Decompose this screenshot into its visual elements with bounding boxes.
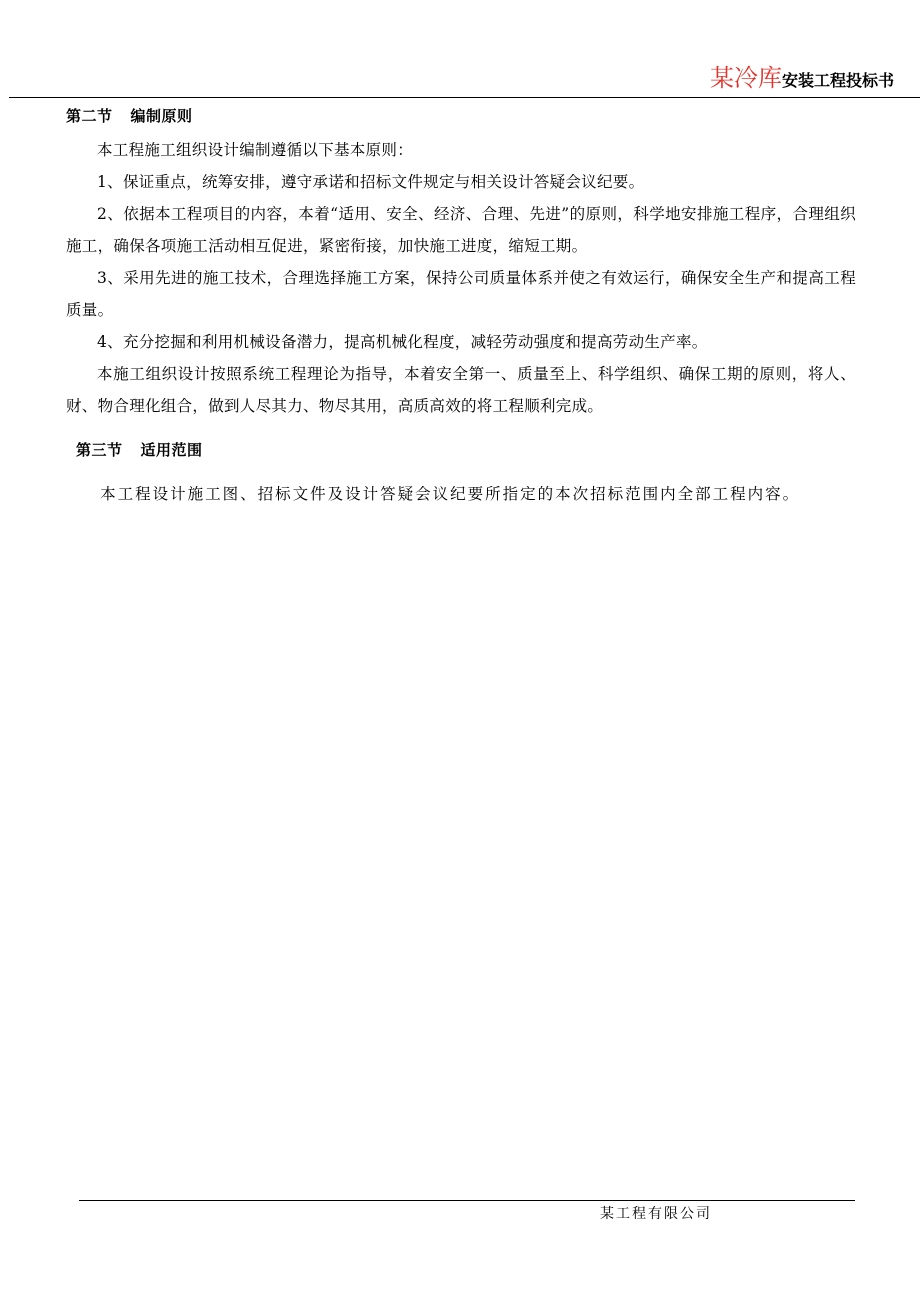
paragraph-intro: 本工程施工组织设计编制遵循以下基本原则：	[97, 141, 414, 159]
paragraph-summary: 本施工组织设计按照系统工程理论为指导，本着安全第一、质量至上、科学组织、确保工期的原则，将人、财、物合理化组合，做到人尽其力、物尽其用，高质高效的将工程顺利完成。	[66, 365, 856, 415]
page-header	[710, 66, 894, 90]
footer-divider	[79, 1200, 855, 1201]
paragraph-principle-3: 3、采用先进的施工技术，合理选择施工方案，保持公司质量体系并使之有效运行，确保安全生产和提高工程质量。	[66, 269, 856, 319]
section-2-heading	[66, 98, 856, 134]
section-3-heading	[66, 432, 856, 468]
header-title: 安装工程投标书	[781, 71, 894, 90]
section-2-title: 编制原则	[130, 107, 193, 125]
section-3-number: 第三节	[76, 441, 123, 459]
paragraph-scope: 本工程设计施工图、招标文件及设计答疑会议纪要所指定的本次招标范围内全部工程内容。	[100, 485, 801, 503]
paragraph-principle-4: 4、充分挖掘和利用机械设备潜力，提高机械化程度，减轻劳动强度和提高劳动生产率。	[97, 333, 708, 351]
header-brand: 某冷库	[709, 64, 782, 92]
section-3-title: 适用范围	[140, 441, 203, 459]
footer-company-name: 某工程有限公司	[600, 1206, 712, 1222]
paragraph-principle-1: 1、保证重点，统筹安排，遵守承诺和招标文件规定与相关设计答疑会议纪要。	[97, 173, 645, 191]
paragraph-principle-2: 2、依据本工程项目的内容，本着“适用、安全、经济、合理、先进”的原则，科学地安排施工程序，合理组织施工，确保各项施工活动相互促进，紧密衔接，加快施工进度，缩短工期。	[66, 205, 856, 255]
section-2-number: 第二节	[66, 107, 113, 125]
document-body	[66, 98, 856, 510]
